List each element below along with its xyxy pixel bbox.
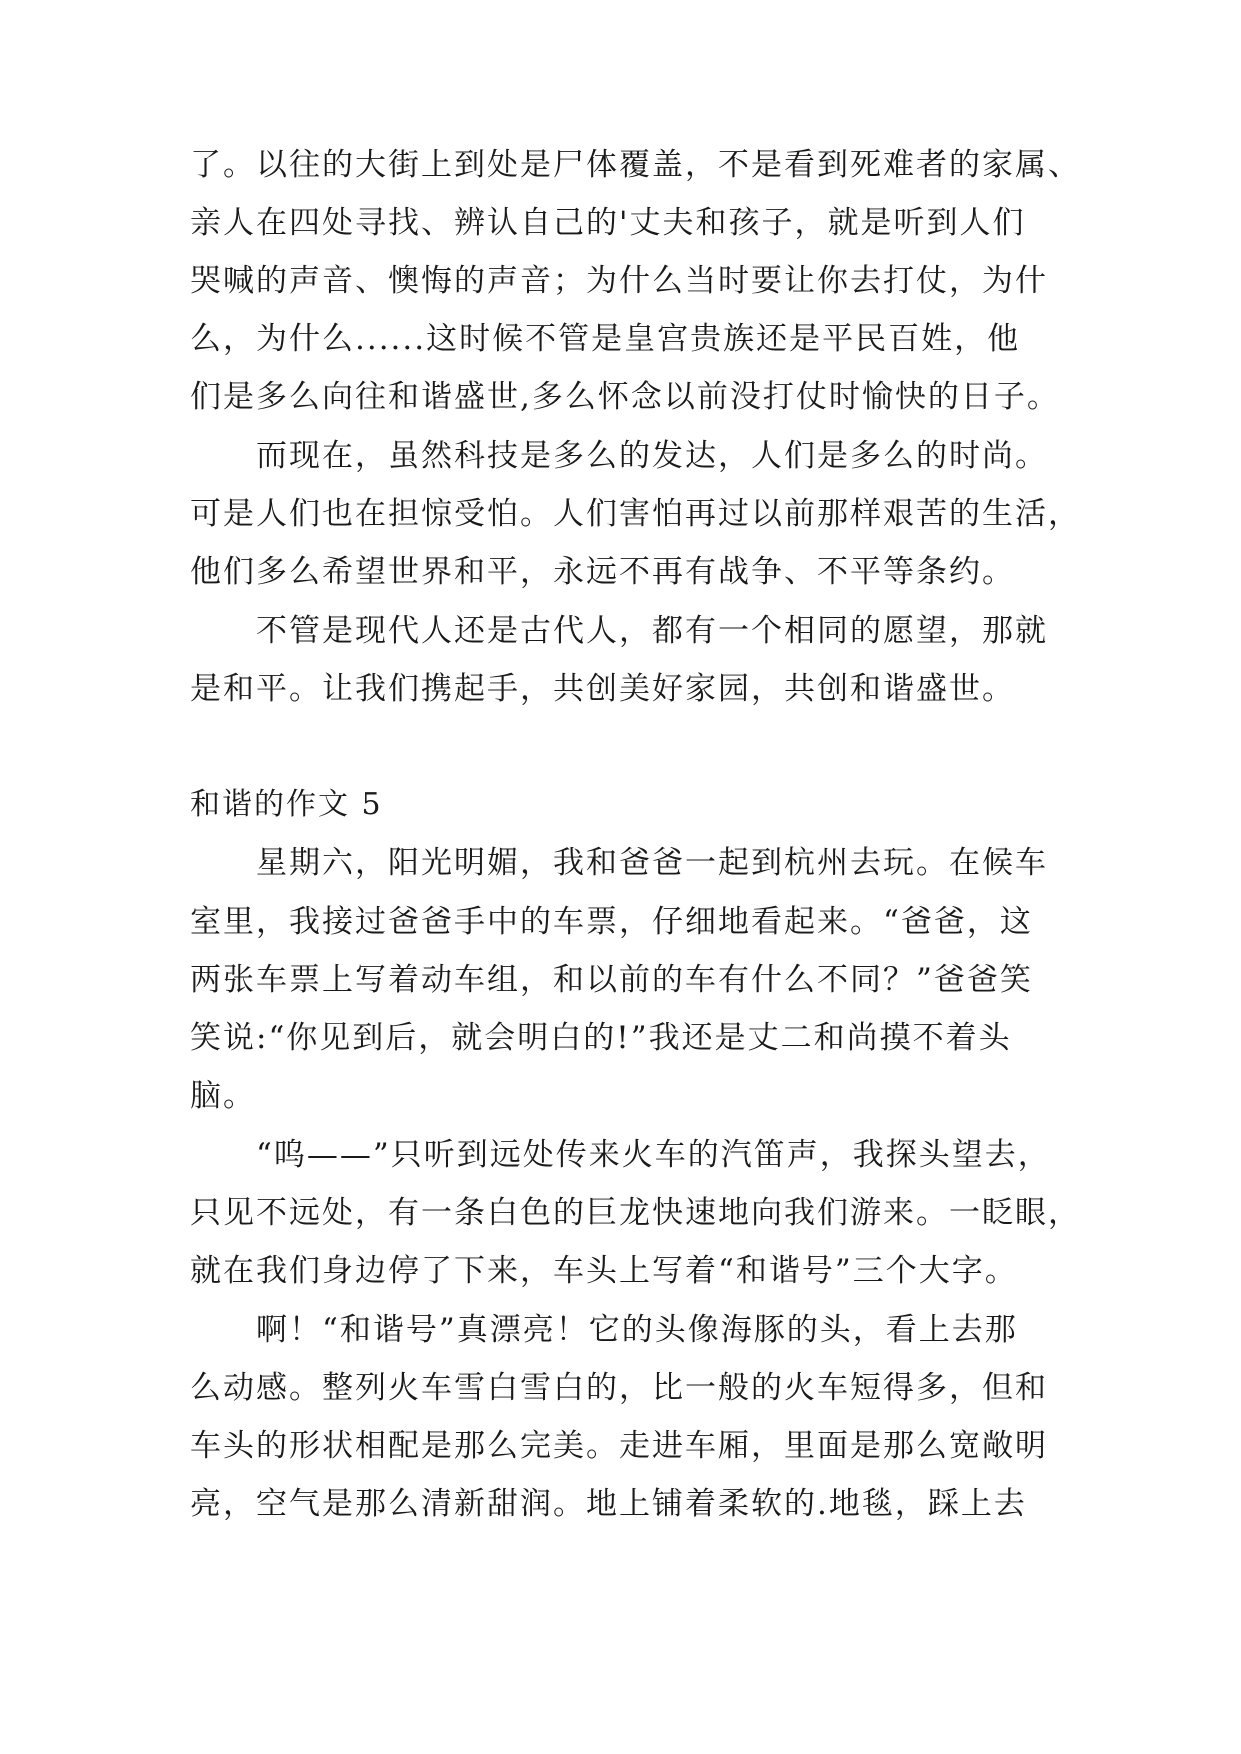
text-line: 亮，空气是那么清新甜润。地上铺着柔软的.地毯，踩上去 — [190, 1486, 1027, 1522]
text-line: 么，为什么......这时候不管是皇宫贵族还是平民百姓，他 — [190, 321, 1021, 357]
section-heading: 和谐的作文 5 — [190, 787, 383, 822]
text-line: 只见不远处，有一条白色的巨龙快速地向我们游来。一眨眼， — [190, 1195, 1081, 1231]
text-line: 就在我们身边停了下来，车头上写着“和谐号”三个大字。 — [190, 1253, 1018, 1289]
text-line: 室里，我接过爸爸手中的车票，仔细地看起来。“爸爸，这 — [190, 904, 1033, 940]
text-line: 车头的形状相配是那么完美。走进车厢，里面是那么宽敞明 — [190, 1428, 1048, 1464]
text-line: 是和平。让我们携起手，共创美好家园，共创和谐盛世。 — [190, 671, 1015, 707]
text-line: 了。以往的大街上到处是尸体覆盖，不是看到死难者的家属、 — [190, 147, 1081, 183]
paragraph-start-line: 而现在，虽然科技是多么的发达，人们是多么的时尚。 — [256, 438, 1048, 474]
text-line: 们是多么向往和谐盛世,多么怀念以前没打仗时愉快的日子。 — [190, 379, 1060, 415]
text-line: 他们多么希望世界和平，永远不再有战争、不平等条约。 — [190, 554, 1015, 590]
paragraph-start-line: “呜——”只听到远处传来火车的汽笛声，我探头望去， — [256, 1137, 1051, 1173]
paragraph-start-line: 啊！“和谐号”真漂亮！它的头像海豚的头，看上去那 — [256, 1312, 1018, 1348]
paragraph-start-line: 不管是现代人还是古代人，都有一个相同的愿望，那就 — [256, 613, 1048, 649]
text-line: 亲人在四处寻找、辨认自己的'丈夫和孩子，就是听到人们 — [190, 205, 1026, 241]
text-line: 哭喊的声音、懊悔的声音；为什么当时要让你去打仗，为什 — [190, 263, 1048, 299]
text-line: 笑说:“你见到后，就会明白的!”我还是丈二和尚摸不着头 — [190, 1020, 1012, 1056]
text-line: 可是人们也在担惊受怕。人们害怕再过以前那样艰苦的生活， — [190, 496, 1081, 532]
paragraph-start-line: 星期六，阳光明媚，我和爸爸一起到杭州去玩。在候车 — [256, 845, 1048, 881]
text-line: 两张车票上写着动车组，和以前的车有什么不同？”爸爸笑 — [190, 962, 1033, 998]
text-line: 脑。 — [190, 1078, 256, 1114]
text-line: 么动感。整列火车雪白雪白的，比一般的火车短得多，但和 — [190, 1370, 1048, 1406]
